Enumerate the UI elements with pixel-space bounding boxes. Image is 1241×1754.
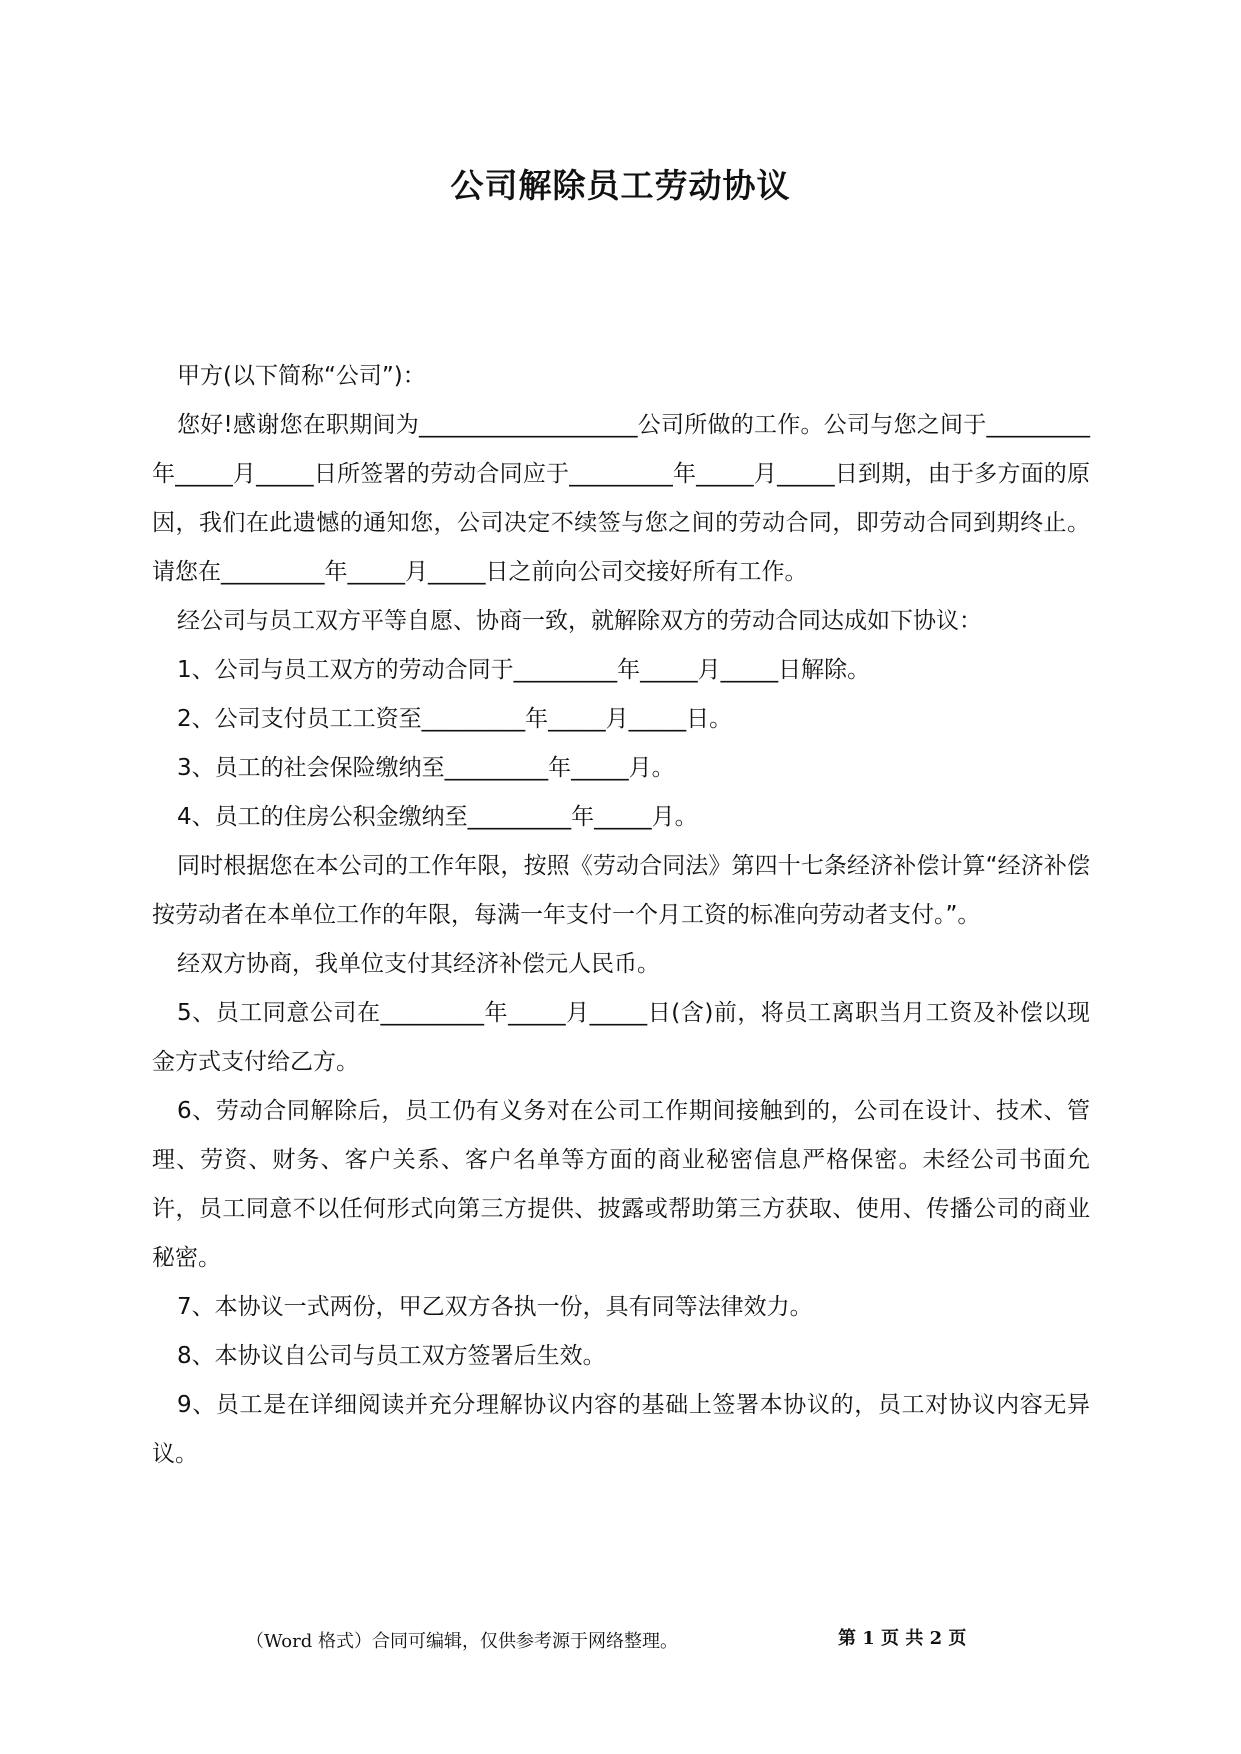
clause-7: 7、本协议一式两份，甲乙双方各执一份，具有同等法律效力。 bbox=[177, 1294, 813, 1320]
clause-6: 6、劳动合同解除后，员工仍有义务对在公司工作期间接触到的，公司在设计、技术、管理、劳资、财务、客户关系、客户名单等方面的商业秘密信息严格保密。未经公司书面允许，员工同意不以任何形式向第三方提供、披露或帮助第三方获取、使用、传播公司的商业秘密。 bbox=[152, 1098, 1090, 1271]
clause-1: 1、公司与员工双方的劳动合同于_________年_____月_____日解除。 bbox=[177, 657, 871, 683]
clause-9: 9、员工是在详细阅读并充分理解协议内容的基础上签署本协议的，员工对协议内容无异议。 bbox=[152, 1392, 1090, 1467]
document-title: 公司解除员工劳动协议 bbox=[450, 166, 791, 205]
paragraph-agreement-intro: 经公司与员工双方平等自愿、协商一致，就解除双方的劳动合同达成如下协议： bbox=[177, 608, 982, 634]
footer-note: （Word 格式）合同可编辑，仅供参考源于网络整理。 bbox=[246, 1631, 678, 1652]
paragraph-party-a: 甲方(以下简称“公司”)： bbox=[177, 363, 426, 389]
clause-3: 3、员工的社会保险缴纳至_________年_____月。 bbox=[177, 755, 675, 781]
document-body bbox=[152, 352, 1090, 1479]
clause-8: 8、本协议自公司与员工双方签署后生效。 bbox=[177, 1343, 606, 1369]
clause-4: 4、员工的住房公积金缴纳至_________年_____月。 bbox=[177, 804, 698, 830]
clause-5: 5、员工同意公司在_________年_____月_____日(含)前，将员工离职当月工资及补偿以现金方式支付给乙方。 bbox=[152, 1000, 1090, 1075]
page-indicator: 第 1 页 共 2 页 bbox=[838, 1628, 967, 1649]
paragraph-compensation-basis: 同时根据您在本公司的工作年限，按照《劳动合同法》第四十七条经济补偿计算“经济补偿按劳动者在本单位工作的年限，每满一年支付一个月工资的标准向劳动者支付。”。 bbox=[152, 853, 1090, 928]
paragraph-compensation-amount: 经双方协商，我单位支付其经济补偿元人民币。 bbox=[177, 951, 660, 977]
clause-2: 2、公司支付员工工资至_________年_____月_____日。 bbox=[177, 706, 733, 732]
paragraph-greeting: 您好!感谢您在职期间为___________________公司所做的工作。公司与您之间于_________年_____月_____日所签署的劳动合同应于_________年_____月_____日到期，由于多方面的原因，我们在此遗憾的通知您，公司决定不续签与您之间的劳动合同，即劳动合同到期终止。请您在_________年_____月_____日之前向公司交接好所有工作。 bbox=[152, 412, 1091, 585]
